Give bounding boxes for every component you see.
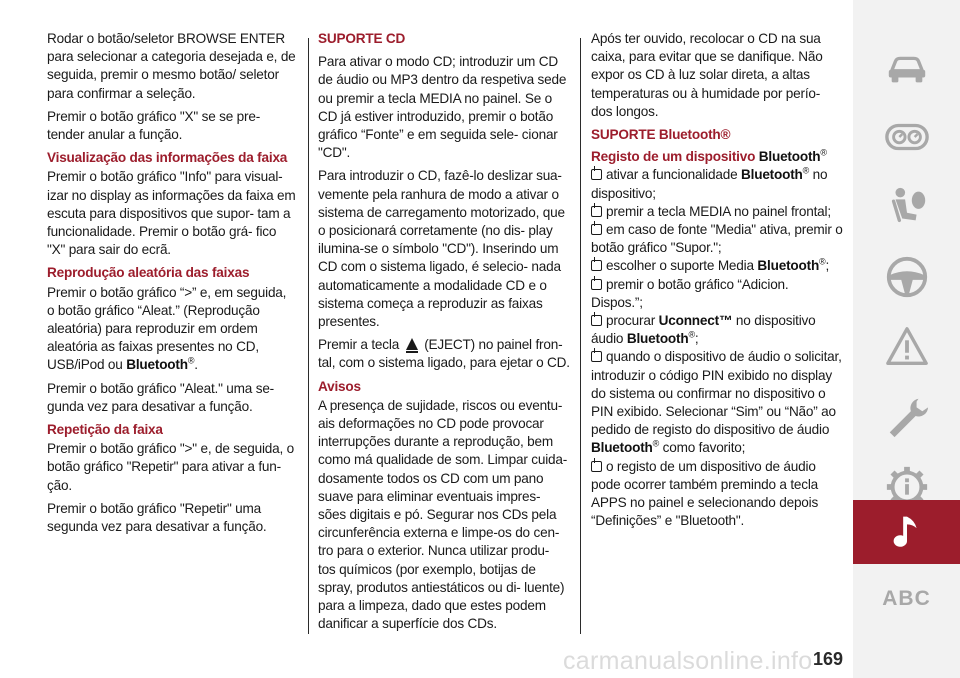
page-number: 169 <box>813 649 844 669</box>
column-2 <box>318 30 570 639</box>
step-3 <box>591 221 843 257</box>
checkbox-icon <box>591 260 602 271</box>
step-1 <box>591 166 843 202</box>
bluetooth-label: Bluetooth <box>741 167 803 183</box>
step-5 <box>591 276 843 312</box>
checkbox-icon <box>591 206 602 217</box>
step-text: ; <box>825 258 830 274</box>
step-2 <box>591 203 843 221</box>
step-text: o registo de um dispositivo de áudio pode ocorrer também premindo a tecla APPS no painel e selecionando depois “Definições” e "Bluetooth". <box>591 458 819 529</box>
heading-track-info: Visualização das informações da faixa <box>47 150 288 166</box>
step-text: no dispositivo áudio <box>591 313 816 347</box>
sidebar-item-emergency[interactable] <box>853 310 960 384</box>
step-4 <box>591 257 843 275</box>
step-text: ativar a funcionalidade <box>606 167 738 183</box>
paragraph-cd-mode: Para ativar o modo CD; introduzir um CD de áudio ou MP3 dentro da respetiva sede ou premir a tecla MEDIA no painel. Se o CD já estiver introduzido, premir o botão gráfico “Fonte” e em seguida sele- cionar "CD". <box>318 54 567 161</box>
heading-cd-support: SUPORTE CD <box>318 31 406 46</box>
checkbox-icon <box>591 279 602 290</box>
register-heading-text: Registo de um dispositivo <box>591 149 756 165</box>
uconnect-label: Uconnect™ <box>658 313 733 329</box>
column-3 <box>591 30 843 530</box>
column-divider <box>580 38 581 634</box>
heading-warnings: Avisos <box>318 378 361 394</box>
sidebar-item-driving[interactable] <box>853 240 960 314</box>
bluetooth-label: Bluetooth <box>126 357 188 373</box>
step-text: quando o dispositivo de áudio o solicitar, introduzir o código PIN exibido no display do sistema ou confirmar no dispositivo o PIN exibido. Selecionar “Sim” ou “Não” ao pedido de registo do dispositivo de áudio <box>591 349 842 438</box>
step-text: premir a tecla MEDIA no painel frontal; <box>606 203 831 219</box>
column-1 <box>47 30 297 541</box>
registered-mark: ® <box>820 147 827 158</box>
eject-icon <box>406 338 418 350</box>
step-6 <box>591 312 843 348</box>
sidebar-item-maintenance[interactable] <box>853 380 960 454</box>
paragraph-browse: Rodar o botão/seletor BROWSE ENTER para selecionar a categoria desejada e, de seguida, premir o mesmo botão/ seletor para confirmar a seleção. <box>47 31 296 101</box>
step-text: ; <box>694 331 699 347</box>
heading-register-device <box>591 148 843 166</box>
heading-repeat: Repetição da faixa <box>47 422 163 438</box>
bluetooth-label: Bluetooth <box>591 440 653 456</box>
paragraph-repeat-off: Premir o botão gráfico "Repetir" uma segunda vez para desativar a função. <box>47 500 267 535</box>
paragraph-warnings: A presença de sujidade, riscos ou eventu- ais deformações no CD pode provocar interrupções durante a reprodução, bem como má qualidade de som. Limpar cuida- dosamente todos os CD com um pano suave para eliminar eventuais impres- sões digitais e pó. Segurar nos CDs pela circunferência externa e limpe-os do cen- tro para o exterior. Nunca utilizar produ- tos químicos (por exemplo, botijas de spray, produtos antiestáticos ou di- luente) para a limpeza, dado que estes podem danificar a superfície dos CDs. <box>318 397 568 632</box>
bluetooth-label: Bluetooth <box>626 331 689 347</box>
eject-text-b: (EJECT) no painel fron- tal, com o sistema ligado, para ejetar o CD. <box>318 337 570 371</box>
music-note-icon <box>884 509 930 555</box>
watermark: carmanualsonline.info <box>563 647 813 675</box>
paragraph-cd-insert: Para introduzir o CD, fazê-lo deslizar sua- vemente pela ranhura de modo a ativar o sistema de carregamento motorizado, que o posicionará corretamente (no dis- play ilumina-se o símbolo "CD"). Inserindo um CD com o sistema ligado, é selecio- nada automaticamente a modalidade CD e o sistema começa a reproduzir as faixas presentes. <box>318 168 565 330</box>
warning-icon <box>884 324 930 370</box>
paragraph-random <box>47 284 297 375</box>
checkbox-icon <box>591 351 602 362</box>
checkbox-icon <box>591 461 602 472</box>
step-8 <box>591 458 843 531</box>
paragraph-cancel: Premir o botão gráfico "X" se se pre- tender anular a função. <box>47 108 261 143</box>
paragraph-cd-storage: Após ter ouvido, recolocar o CD na sua caixa, para evitar que se danifique. Não expor os CD à luz solar direta, a altas temperaturas ou à humidade por perío- dos longos. <box>591 31 823 119</box>
checkbox-icon <box>591 169 602 180</box>
checkbox-icon <box>591 315 602 326</box>
wrench-icon <box>884 394 930 440</box>
bluetooth-label: Bluetooth <box>758 149 821 165</box>
step-text: em caso de fonte "Media" ativa, premir o botão gráfico "Supor."; <box>591 222 843 256</box>
bluetooth-label: Bluetooth <box>757 258 820 274</box>
chapter-sidebar <box>853 0 960 678</box>
car-icon <box>884 44 930 90</box>
column-divider <box>308 38 309 634</box>
step-7 <box>591 348 843 457</box>
step-text: premir o botão gráfico “Adicion. Dispos.”; <box>591 276 789 310</box>
step-text: como favorito; <box>662 440 746 456</box>
paragraph-track-info: Premir o botão gráfico "Info" para visual- izar no display as informações da faixa em escuta para dispositivos que supor- tam a funcionalidade. Premir o botão grá- fico "X" para sair do ecrã. <box>47 169 296 258</box>
sidebar-item-index[interactable] <box>853 564 960 634</box>
registered-mark: ® <box>802 165 810 176</box>
sidebar-item-dashboard[interactable] <box>853 100 960 174</box>
step-text: escolher o suporte Media <box>606 258 754 274</box>
heading-random: Reprodução aleatória das faixas <box>47 265 250 281</box>
random-text: Premir o botão gráfico “>” e, em seguida, o botão gráfico “Aleat.” (Reprodução aleatória) para reproduzir em ordem aleatória as faixas presentes no CD, USB/iPod ou <box>47 284 287 373</box>
step-text: no dispositivo; <box>591 167 828 201</box>
step-text: procurar <box>606 313 656 329</box>
paragraph-random-off: Premir o botão gráfico "Aleat." uma se- gunda vez para desativar a função. <box>47 380 275 414</box>
registered-mark: ® <box>688 329 695 340</box>
sidebar-item-vehicle[interactable] <box>853 30 960 104</box>
checkbox-icon <box>591 224 602 235</box>
random-end: . <box>194 357 198 373</box>
dashboard-icon <box>884 114 930 160</box>
registered-mark: ® <box>652 438 660 449</box>
registered-mark: ® <box>187 355 195 366</box>
heading-bluetooth-support: SUPORTE Bluetooth® <box>591 127 731 143</box>
paragraph-eject <box>318 336 570 372</box>
airbag-seat-icon <box>884 184 930 230</box>
sidebar-item-safety[interactable] <box>853 170 960 244</box>
eject-text-a: Premir a tecla <box>318 337 400 353</box>
index-label: ABC <box>882 587 931 610</box>
registered-mark: ® <box>819 256 826 267</box>
paragraph-repeat-on: Premir o botão gráfico ">" e, de seguida, o botão gráfico "Repetir" para ativar a fun- ção. <box>47 441 295 493</box>
steering-wheel-icon <box>884 254 930 300</box>
sidebar-item-multimedia[interactable] <box>853 500 960 564</box>
